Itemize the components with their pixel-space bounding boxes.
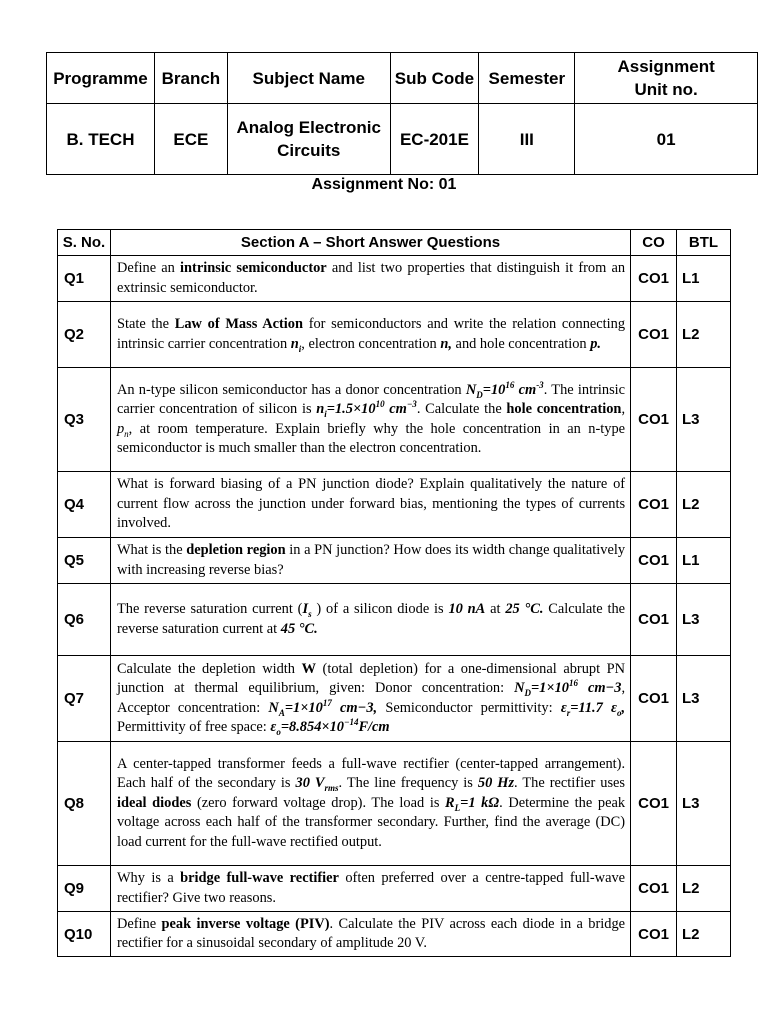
table-row <box>58 912 731 957</box>
q8-text-2: . The line frequency is <box>338 775 478 792</box>
assignment-title: Assignment No: 01 <box>311 176 457 193</box>
header-assignment-unit-line2: Unit no. <box>634 80 698 99</box>
question-number: Q8 <box>58 742 111 866</box>
question-text: What is forward biasing of a PN junction diode? Explain qualitatively the nature of current flow across the junction under forward bias, mentioning the types of currents involved. <box>110 472 630 538</box>
course-outcome: CO1 <box>631 472 677 538</box>
question-text <box>110 912 630 957</box>
course-outcome: CO1 <box>631 368 677 472</box>
q7-text-5: Permittivity of free space: <box>116 719 271 735</box>
q3-ni-sub: i <box>324 408 327 419</box>
q7-na: N <box>268 699 279 716</box>
q8-value-1-sub: rms <box>324 783 339 794</box>
q3-nd-exp: 16 <box>505 379 515 390</box>
q3-text-1: An n-type silicon semiconductor has a donor concentration <box>116 381 466 398</box>
q3-ni-unit: cm <box>384 401 407 417</box>
table-row <box>58 302 731 368</box>
course-outcome: CO1 <box>631 302 677 368</box>
header-subject-name: Subject Name <box>227 53 390 104</box>
q1-text-2: and list two properties that distinguish it from an extrinsic semiconductor. <box>116 260 626 296</box>
q8-text-1: A center-tapped transformer feeds a full-wave rectifier (center-tapped arrangement). Each half of the secondary is <box>116 755 626 792</box>
table-row <box>58 742 731 866</box>
bloom-level: L3 <box>677 584 731 656</box>
q5-bold-1: depletion region <box>186 542 286 558</box>
header-btl: BTL <box>677 230 731 256</box>
q7-text-1: Calculate the depletion width <box>116 660 302 677</box>
header-assignment-unit-line1: Assignment <box>617 57 715 76</box>
q3-nd-unit: cm <box>514 381 537 398</box>
q6-text-1: The reverse saturation current ( <box>116 601 303 617</box>
q7-na-unit: cm−3, <box>331 699 378 716</box>
question-text <box>110 656 630 742</box>
course-outcome: CO1 <box>631 742 677 866</box>
q3-bold-1: hole concentration <box>506 401 622 417</box>
q7-nd-sub: D <box>524 687 531 698</box>
q2-ni: n <box>290 335 299 352</box>
question-text <box>110 368 630 472</box>
q10-bold-1: peak inverse voltage (PIV) <box>161 915 330 932</box>
q7-nd-exp: 16 <box>568 678 578 689</box>
q7-nd: N <box>514 680 525 696</box>
value-sub-code: EC-201E <box>390 104 479 175</box>
q10-text-1: Define <box>116 915 162 932</box>
question-text <box>110 538 630 584</box>
q6-value-2: 25 °C. <box>505 601 544 617</box>
header-co: CO <box>631 230 677 256</box>
value-subject-line2: Circuits <box>277 141 341 160</box>
course-outcome: CO1 <box>631 538 677 584</box>
q7-er-end: , <box>621 699 626 716</box>
q2-text-3: , electron concentration <box>301 335 441 352</box>
q3-text-5: , at room temperature. Explain briefly why the hole concentration in an n-type semiconductor is much smaller than the electron concentration. <box>116 420 626 456</box>
header-branch: Branch <box>154 53 227 104</box>
table-row <box>58 368 731 472</box>
q8-value-1: 30 V <box>295 775 325 792</box>
q8-rl: R <box>445 794 455 811</box>
header-sub-code: Sub Code <box>390 53 479 104</box>
bloom-level: L2 <box>677 302 731 368</box>
bloom-level: L3 <box>677 368 731 472</box>
course-info-value-row <box>47 104 758 175</box>
q3-ni-unit-exp: −3 <box>406 399 417 410</box>
bloom-level: L1 <box>677 538 731 584</box>
q3-nd-unit-exp: -3 <box>536 379 544 390</box>
questions-table <box>57 229 731 957</box>
q6-value-1: 10 nA <box>448 601 486 617</box>
table-row <box>58 256 731 302</box>
header-section: Section A – Short Answer Questions <box>110 230 630 256</box>
q7-text-2: (total depletion) for a one-dimensional abrupt PN junction at thermal equilibrium, given: Donor concentration: <box>116 660 626 696</box>
course-info-header-row <box>47 53 758 104</box>
table-row <box>58 584 731 656</box>
q3-text-3: . Calculate the <box>416 401 507 417</box>
q9-text-2: often preferred over a centre-tapped full-wave rectifier? Give two reasons. <box>116 870 626 906</box>
value-unit-no: 01 <box>575 104 758 175</box>
q7-na-sub: A <box>278 707 285 718</box>
q7-text-4: Semiconductor permittivity: <box>377 699 561 716</box>
q2-ni-sub: i <box>298 343 302 354</box>
q7-er: ε <box>560 699 567 716</box>
q3-ni: n <box>316 401 325 417</box>
question-number: Q6 <box>58 584 111 656</box>
q7-eo-unit: F/cm <box>358 719 390 735</box>
value-programme: B. TECH <box>47 104 155 175</box>
bloom-level: L2 <box>677 472 731 538</box>
q7-er-eq: =11.7 ε <box>570 699 617 716</box>
q9-text-1: Why is a <box>116 870 181 886</box>
q6-is-sub: s <box>308 608 312 619</box>
q2-p: p. <box>590 335 602 352</box>
q8-text-4: (zero forward voltage drop). The load is <box>191 794 446 811</box>
q2-n: n, <box>440 335 452 352</box>
q5-text-1: What is the <box>116 542 187 558</box>
q7-nd-eq: =1×10 <box>530 680 569 696</box>
q7-text-3: , Acceptor concentration: <box>116 680 626 716</box>
question-text <box>110 302 630 368</box>
q6-text-4: Calculate the reverse saturation current at <box>116 601 626 637</box>
questions-header-row <box>58 230 731 256</box>
q2-text-2: for semiconductors and write the relation connecting intrinsic carrier concentration <box>116 316 626 352</box>
question-number: Q1 <box>58 256 111 302</box>
value-semester: III <box>479 104 575 175</box>
value-subject-name <box>227 104 390 175</box>
course-outcome: CO1 <box>631 912 677 957</box>
q7-w: W <box>301 660 316 677</box>
table-row <box>58 656 731 742</box>
value-subject-line1: Analog Electronic <box>236 118 381 137</box>
q3-nd-eq: =10 <box>482 381 506 398</box>
question-number: Q4 <box>58 472 111 538</box>
q8-bold-1: ideal diodes <box>116 794 192 811</box>
q3-nd: N <box>465 381 477 398</box>
q7-eo-sub: o <box>276 726 281 737</box>
question-number: Q2 <box>58 302 111 368</box>
course-outcome: CO1 <box>631 656 677 742</box>
header-programme: Programme <box>47 53 155 104</box>
q7-eo-exp: −14 <box>343 717 359 728</box>
q8-value-2: 50 Hz <box>477 775 515 792</box>
header-semester: Semester <box>479 53 575 104</box>
q8-text-5: . Determine the peak voltage across each half of the transformer secondary. Further, find the average (DC) load current for the full-wave rectified output. <box>116 794 626 850</box>
bloom-level: L1 <box>677 256 731 302</box>
course-outcome: CO1 <box>631 866 677 912</box>
table-row <box>58 538 731 584</box>
q2-text-4: and hole concentration <box>451 335 591 352</box>
course-outcome: CO1 <box>631 256 677 302</box>
q8-rl-eq: =1 kΩ <box>460 794 500 811</box>
header-assignment-unit <box>575 53 758 104</box>
q8-rl-sub: L <box>454 802 461 813</box>
q3-nd-sub: D <box>476 389 483 400</box>
q5-text-2: in a PN junction? How does its width change qualitatively with increasing reverse bias? <box>116 542 626 578</box>
q1-bold-1: intrinsic semiconductor <box>180 260 327 276</box>
question-number: Q7 <box>58 656 111 742</box>
q10-text-2: . Calculate the PIV across each diode in a bridge rectifier for a sinusoidal secondary of amplitude 20 V. <box>116 915 626 951</box>
bloom-level: L2 <box>677 866 731 912</box>
question-text <box>110 584 630 656</box>
q3-ni-exp: 10 <box>375 399 385 410</box>
q6-is: I <box>302 601 309 617</box>
q2-text-1: State the <box>116 316 175 332</box>
q3-pn-sub: n <box>124 428 129 439</box>
bloom-level: L2 <box>677 912 731 957</box>
q8-text-3: . The rectifier uses <box>514 775 626 792</box>
q7-nd-unit: cm−3 <box>577 680 622 696</box>
q7-eo: ε <box>270 719 277 735</box>
question-number: Q3 <box>58 368 111 472</box>
bloom-level: L3 <box>677 656 731 742</box>
table-row <box>58 866 731 912</box>
q3-text-2: . The intrinsic carrier concentration of silicon is <box>116 381 626 417</box>
q7-na-eq: =1×10 <box>284 699 323 716</box>
q6-value-3: 45 °C. <box>280 620 318 637</box>
q3-pn: p <box>116 420 125 437</box>
header-sno: S. No. <box>58 230 111 256</box>
course-outcome: CO1 <box>631 584 677 656</box>
q6-text-3: at <box>485 601 506 617</box>
question-text <box>110 256 630 302</box>
question-number: Q9 <box>58 866 111 912</box>
q9-bold-1: bridge full-wave rectifier <box>180 870 339 886</box>
q2-bold-1: Law of Mass Action <box>174 316 303 332</box>
q3-text-4: , <box>621 401 626 417</box>
bloom-level: L3 <box>677 742 731 866</box>
question-text <box>110 742 630 866</box>
q6-text-2: ) of a silicon diode is <box>311 601 449 617</box>
value-branch: ECE <box>154 104 227 175</box>
course-info-table <box>46 52 758 175</box>
table-row <box>58 472 731 538</box>
q7-er-sub: r <box>566 707 571 718</box>
question-text <box>110 866 630 912</box>
q1-text-1: Define an <box>116 260 181 276</box>
q7-eo-eq: =8.854×10 <box>280 719 344 735</box>
q7-er-sub2: o <box>616 707 622 718</box>
q7-na-exp: 17 <box>322 697 332 708</box>
question-number: Q10 <box>58 912 111 957</box>
question-number: Q5 <box>58 538 111 584</box>
q3-ni-eq: =1.5×10 <box>326 401 376 417</box>
